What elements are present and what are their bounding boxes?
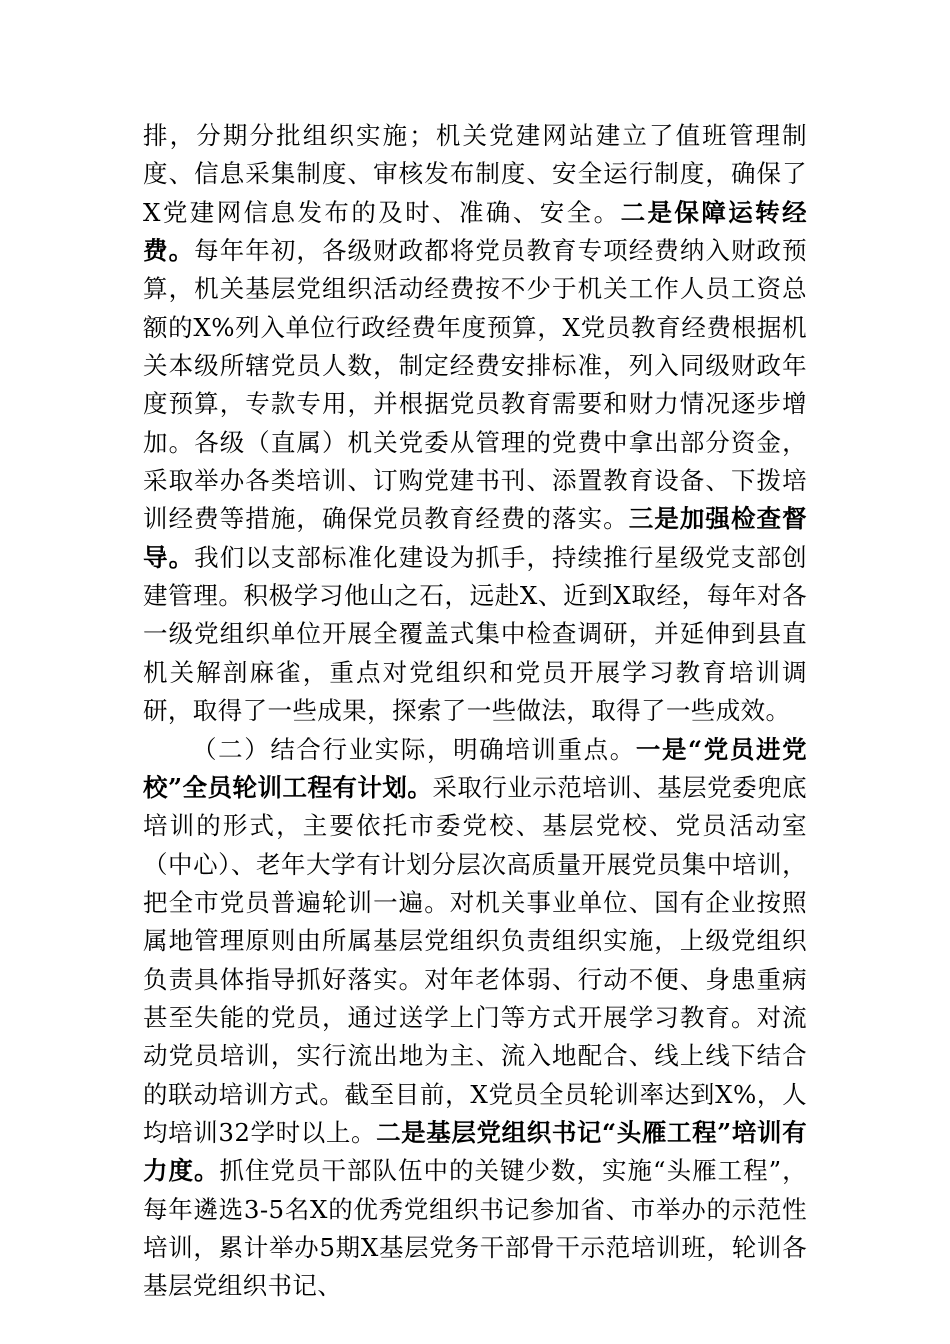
paragraph-1-text: 排，分期分批组织实施；机关党建网站建立了值班管理制度、信息采集制度、审核发布制度、安全运行制度，确保了X党建网信息发布的及时、准确、安全。 [143, 121, 807, 227]
paragraph-2-section-title: （二）结合行业实际，明确培训重点。 [192, 734, 636, 764]
paragraph-1-text: 每年年初，各级财政都将党员教育专项经费纳入财政预算，机关基层党组织活动经费按不少于机关工作人员工资总额的X%列入单位行政经费年度预算，X党员教育经费根据机关本级所辖党员人数，制定经费安排标准，列入同级财政年度预算，专款专用，并根据党员教育需要和财力情况逐步增加。各级（直属）机关党委从管理的党费中拿出部分资金，采取举办各类培训、订购党建书刊、添置教育设备、下拨培训经费等措施，确保党员教育经费的落实。 [143, 236, 807, 534]
paragraph-2-heading-party-school: 一是“党员进党校”全员轮训工程有计划。 [143, 734, 807, 802]
document-body [143, 117, 807, 1306]
paragraph-1-text: 我们以支部标准化建设为抓手，持续推行星级党支部创建管理。积极学习他山之石，远赴X、近到X取经，每年对各一级党组织单位开展全覆盖式集中检查调研，并延伸到县直机关解剖麻雀，重点对党组织和党员开展学习教育培训调研，取得了一些成果，探索了一些做法，取得了一些成效。 [143, 542, 807, 726]
paragraph-1-heading-funding: 二是保障运转经费。 [143, 197, 807, 266]
paragraph-1-heading-inspection: 三是加强检查督导。 [143, 504, 807, 572]
paragraph-2-text: 抓住党员干部队伍中的关键少数，实施“头雁工程”，每年遴选3-5名X的优秀党组织书记参加省、市举办的示范性培训，累计举办5期X基层党务干部骨干示范培训班，轮训各基层党组织书记、 [143, 1156, 807, 1301]
paragraph-1 [143, 117, 807, 731]
paragraph-2-text: 采取行业示范培训、基层党委兜底培训的形式，主要依托市委党校、基层党校、党员活动室（中心）、老年大学有计划分层次高质量开展党员集中培训，把全市党员普遍轮训一遍。对机关事业单位、国有企业按照属地管理原则由所属基层党组织负责组织实施，上级党组织负责具体指导抓好落实。对年老体弱、行动不便、身患重病甚至失能的党员，通过送学上门等方式开展学习教育。对流动党员培训，实行流出地为主、流入地配合、线上线下结合的联动培训方式。截至目前，X党员全员轮训率达到X%，人均培训32学时以上。 [143, 772, 807, 1147]
paragraph-2 [143, 731, 807, 1306]
paragraph-2-heading-leader-project: 二是基层党组织书记“头雁工程”培训有力度。 [143, 1117, 807, 1186]
